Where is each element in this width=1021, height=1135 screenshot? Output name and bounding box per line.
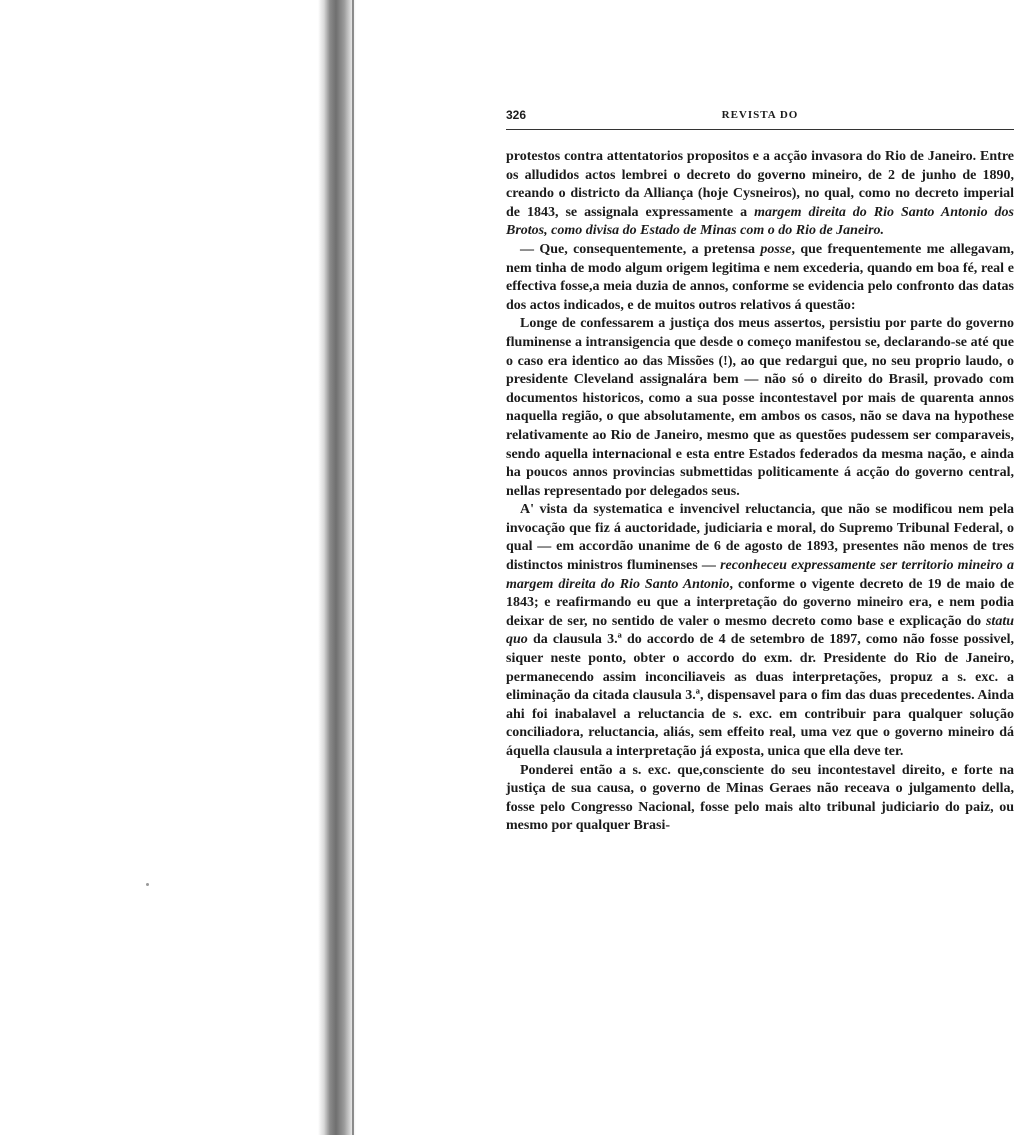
paragraph-text: Ponderei então a s. exc. que,consciente do seu incontestavel direito, e forte na justiça de sua causa, o governo de Minas Geraes não receava o julgamento della, fosse pelo Congresso Nacional, fosse pelo mais alto tribunal judiciario do paiz, ou mesmo por qualquer Brasi- (506, 762, 1014, 834)
scan-speck (146, 883, 149, 886)
paragraph-text: — Que, consequentemente, a pretensa (520, 241, 761, 257)
paragraph (506, 762, 1014, 836)
italic-text: margem direita do Rio Santo Antonio dos Brotos, como divisa do Estado de Minas com o do Rio de Janeiro. (506, 204, 1014, 239)
paragraph-text: protestos contra attentatorios propositos e a acção invasora do Rio de Janeiro. Entre os alludidos actos lembrei o decreto do governo mineiro, de 2 de junho de 1890, creando o districto da Alliança (hoje Cysneiros), no qual, como no decreto imperial de 1843, se assignala expressamente a (506, 149, 1014, 220)
page-number: 326 (506, 108, 527, 122)
document-page (506, 108, 1014, 836)
paragraph-text: da clausula 3.ª do accordo de 4 de setembro de 1897, como não fosse possivel, siquer neste ponto, obter o accordo do exm. dr. Presidente do Rio de Janeiro, permanecendo assim inconciliaveis as duas interpretações, propuz a s. exc. a eliminação da citada clausula 3.ª, dispensavel para o fim das duas precedentes. Ainda ahi foi inabalavel a reluctancia de s. exc. em contribuir para qualquer solução conciliadora, reluctancia, aliás, sem effeito real, uma vez que o governo mineiro dá áquella clausula a interpretação já exposta, unica que ella deve ter. (506, 632, 1014, 759)
italic-text: statu quo (506, 613, 1014, 648)
paragraph (506, 315, 1014, 501)
paragraph (506, 148, 1014, 241)
book-gutter-shadow (318, 0, 356, 1135)
paragraph-text: , que frequentemente me allegavam, nem tinha de modo algum origem legitima e nem excederia, quando em boa fé, real e effectiva fosse,a meia duzia de annos, conforme se evidencia pelo confronto das datas dos actos indicados, e de muitos outros relativos á questão: (506, 241, 1015, 313)
italic-text: posse (760, 241, 792, 257)
paragraph-text: Longe de confessarem a justiça dos meus assertos, persistiu por parte do governo fluminense a intransigencia que desde o começo manifestou se, declarando-se até que o caso era identico ao das Missões (!), ao que redargui que, no seu proprio laudo, o presidente Cleveland assignalára bem — não só o direito do Brasil, provado com documentos historicos, como a sua posse incontestavel por mais de quarenta annos naquella região, o que absolutamente, em ambos os casos, não se dava na hypothese relativamente ao Rio de Janeiro, mesmo que as questões pudessem ser comparaveis, sendo aquella internacional e esta entre Estados federados da mesma nação, e ainda ha poucos annos provincias submettidas politicamente á acção do governo central, nellas representado por delegados seus. (506, 316, 1014, 499)
running-title: REVISTA DO (721, 109, 799, 121)
paragraph-text: A' vista da systematica e invencivel reluctancia, que não se modificou nem pela invocação que fiz á auctoridade, judiciaria e moral, do Supremo Tribunal Federal, o qual — em accordão unanime de 6 de agosto de 1893, presentes não menos de tres distinctos ministros fluminenses — (506, 502, 1014, 574)
paragraph-text: , conforme o vigente decreto de 19 de maio de 1843; e reafirmando eu que a interpretação do governo mineiro era, e nem podia deixar de ser, no sentido de valer o mesmo decreto como base e explicação do (506, 576, 1014, 629)
paragraph (506, 241, 1014, 315)
paragraph (506, 501, 1014, 761)
italic-text: reconheceu expressamente ser territorio mineiro a margem direita do Rio Santo Antonio (506, 558, 1014, 592)
body-text (506, 148, 1014, 836)
page-header (506, 108, 1014, 126)
book-gutter-line (352, 0, 354, 1135)
header-rule (506, 129, 1014, 131)
